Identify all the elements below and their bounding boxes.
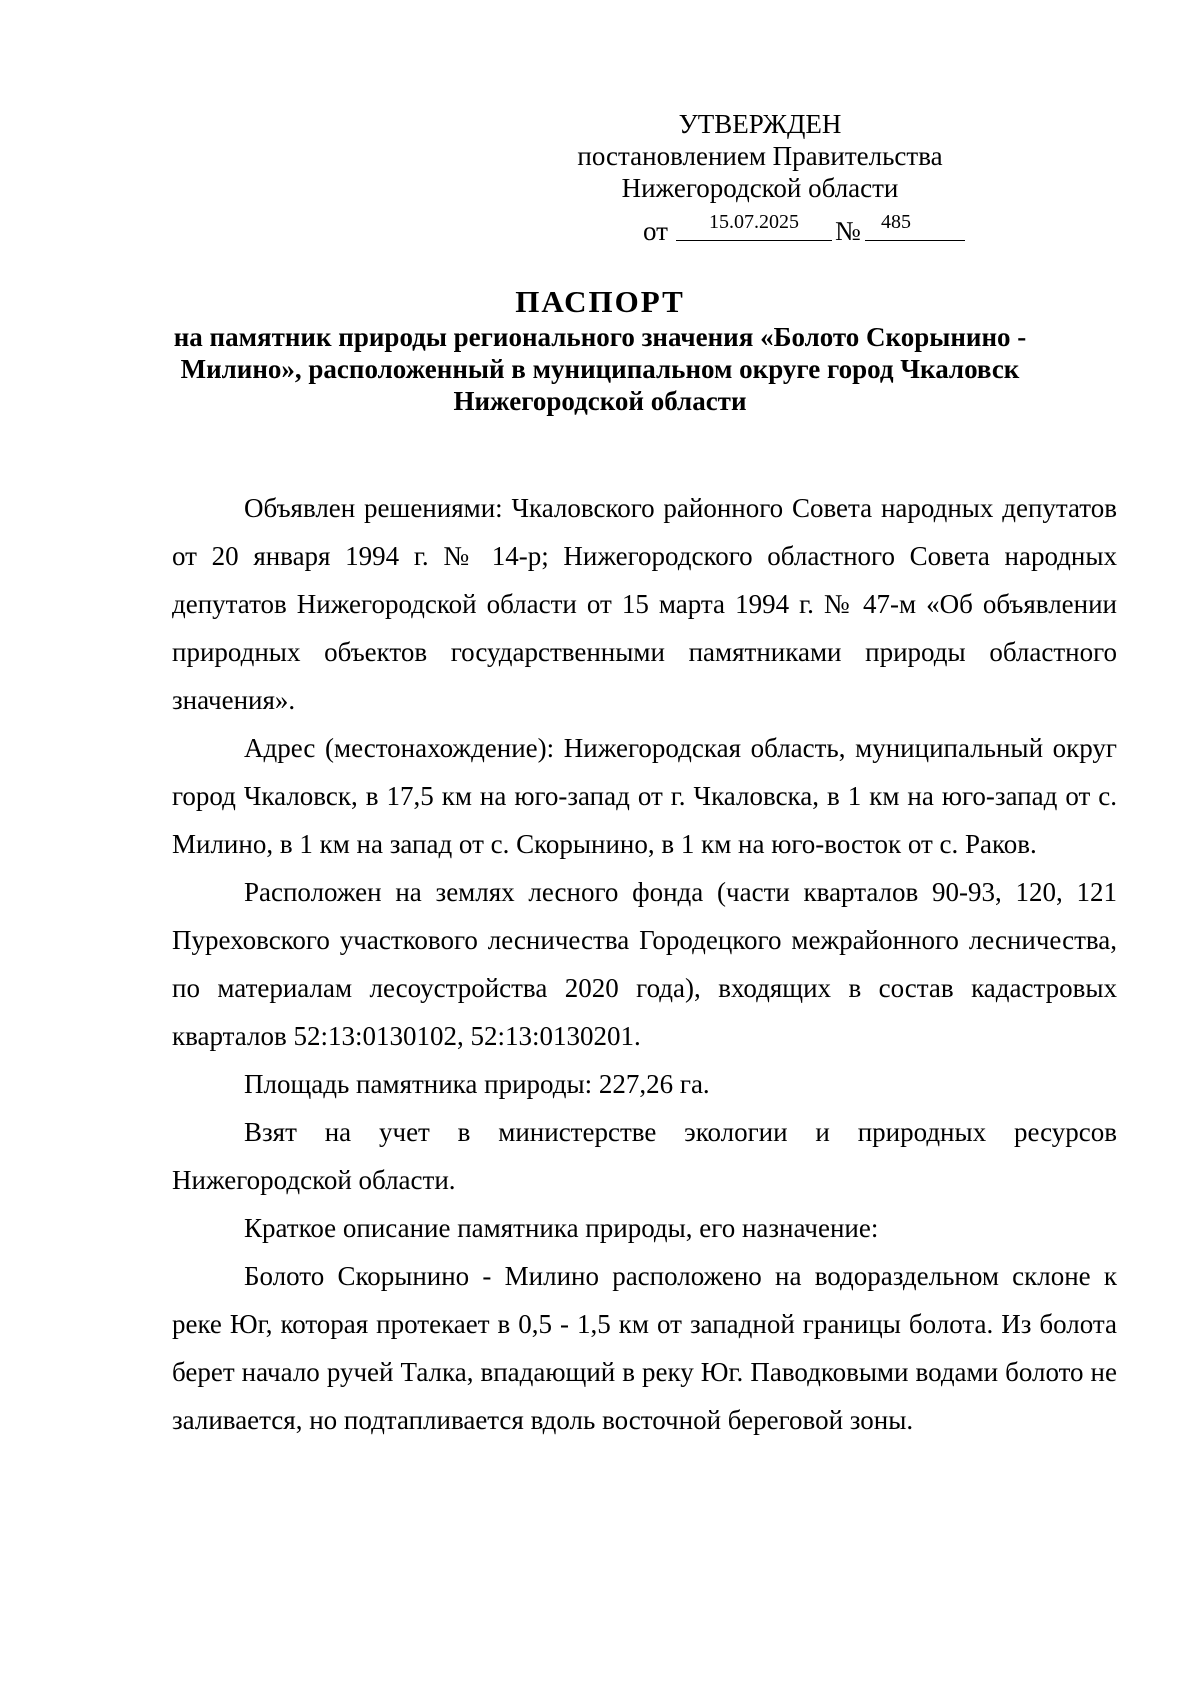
approval-status: УТВЕРЖДЕН [678, 109, 842, 139]
title-heading: ПАСПОРТ [515, 284, 685, 319]
number-field [865, 210, 965, 241]
title-line-3: Нижегородской области [453, 386, 747, 416]
paragraph-area: Площадь памятника природы: 227,26 га. [244, 1069, 710, 1099]
paragraph-registration: Взят на учет в министерстве экологии и природных ресурсов Нижегородской области. [172, 1117, 1117, 1195]
from-label: от [643, 216, 668, 246]
approval-authority: Нижегородской области [621, 173, 899, 203]
paragraph-description: Болото Скорынино - Милино расположено на водораздельном склоне к реке Юг, которая протекает в 0,5 - 1,5 км от западной границы болота. Из болота берет начало ручей Талка, впадающий в реку Юг. Паводковыми водами болото не заливается, но подтапливается вдоль восточной береговой зоны. [172, 1261, 1117, 1435]
document-title [150, 286, 1050, 417]
title-line-1: на памятник природы регионального значения «Болото Скорынино - [173, 322, 1027, 352]
document-body [172, 484, 1117, 1444]
paragraph-description-heading: Краткое описание памятника природы, его назначение: [244, 1213, 879, 1243]
approval-resolution: постановлением Правительства [577, 141, 943, 171]
number-label: № [835, 216, 861, 246]
approval-block [560, 108, 960, 204]
paragraph-address: Адрес (местонахождение): Нижегородская область, муниципальный округ город Чкаловск, в 17,5 км на юго-запад от г. Чкаловска, в 1 км на юго-запад от с. Милино, в 1 км на запад от с. Скорынино, в 1 км на юго-восток от с. Раков. [172, 733, 1117, 859]
paragraph-location: Расположен на землях лесного фонда (части кварталов 90-93, 120, 121 Пуреховского участкового лесничества Городецкого межрайонного лесничества, по материалам лесоустройства 2020 года), входящих в состав кадастровых кварталов 52:13:0130102, 52:13:0130201. [172, 877, 1117, 1051]
date-field [676, 210, 832, 241]
paragraph-declaration: Объявлен решениями: Чкаловского районного Совета народных депутатов от 20 января 1994 г. № 14-р; Нижегородского областного Совета народных депутатов Нижегородской области от 15 марта 1994 г. № 47-м «Об объявлении природных объектов государственными памятниками природы областного значения». [172, 493, 1117, 715]
approval-date: 15.07.2025 [709, 211, 799, 233]
approval-date-row [643, 210, 963, 246]
approval-number: 485 [881, 211, 911, 233]
title-line-2: Милино», расположенный в муниципальном округе город Чкаловск [180, 354, 1020, 384]
